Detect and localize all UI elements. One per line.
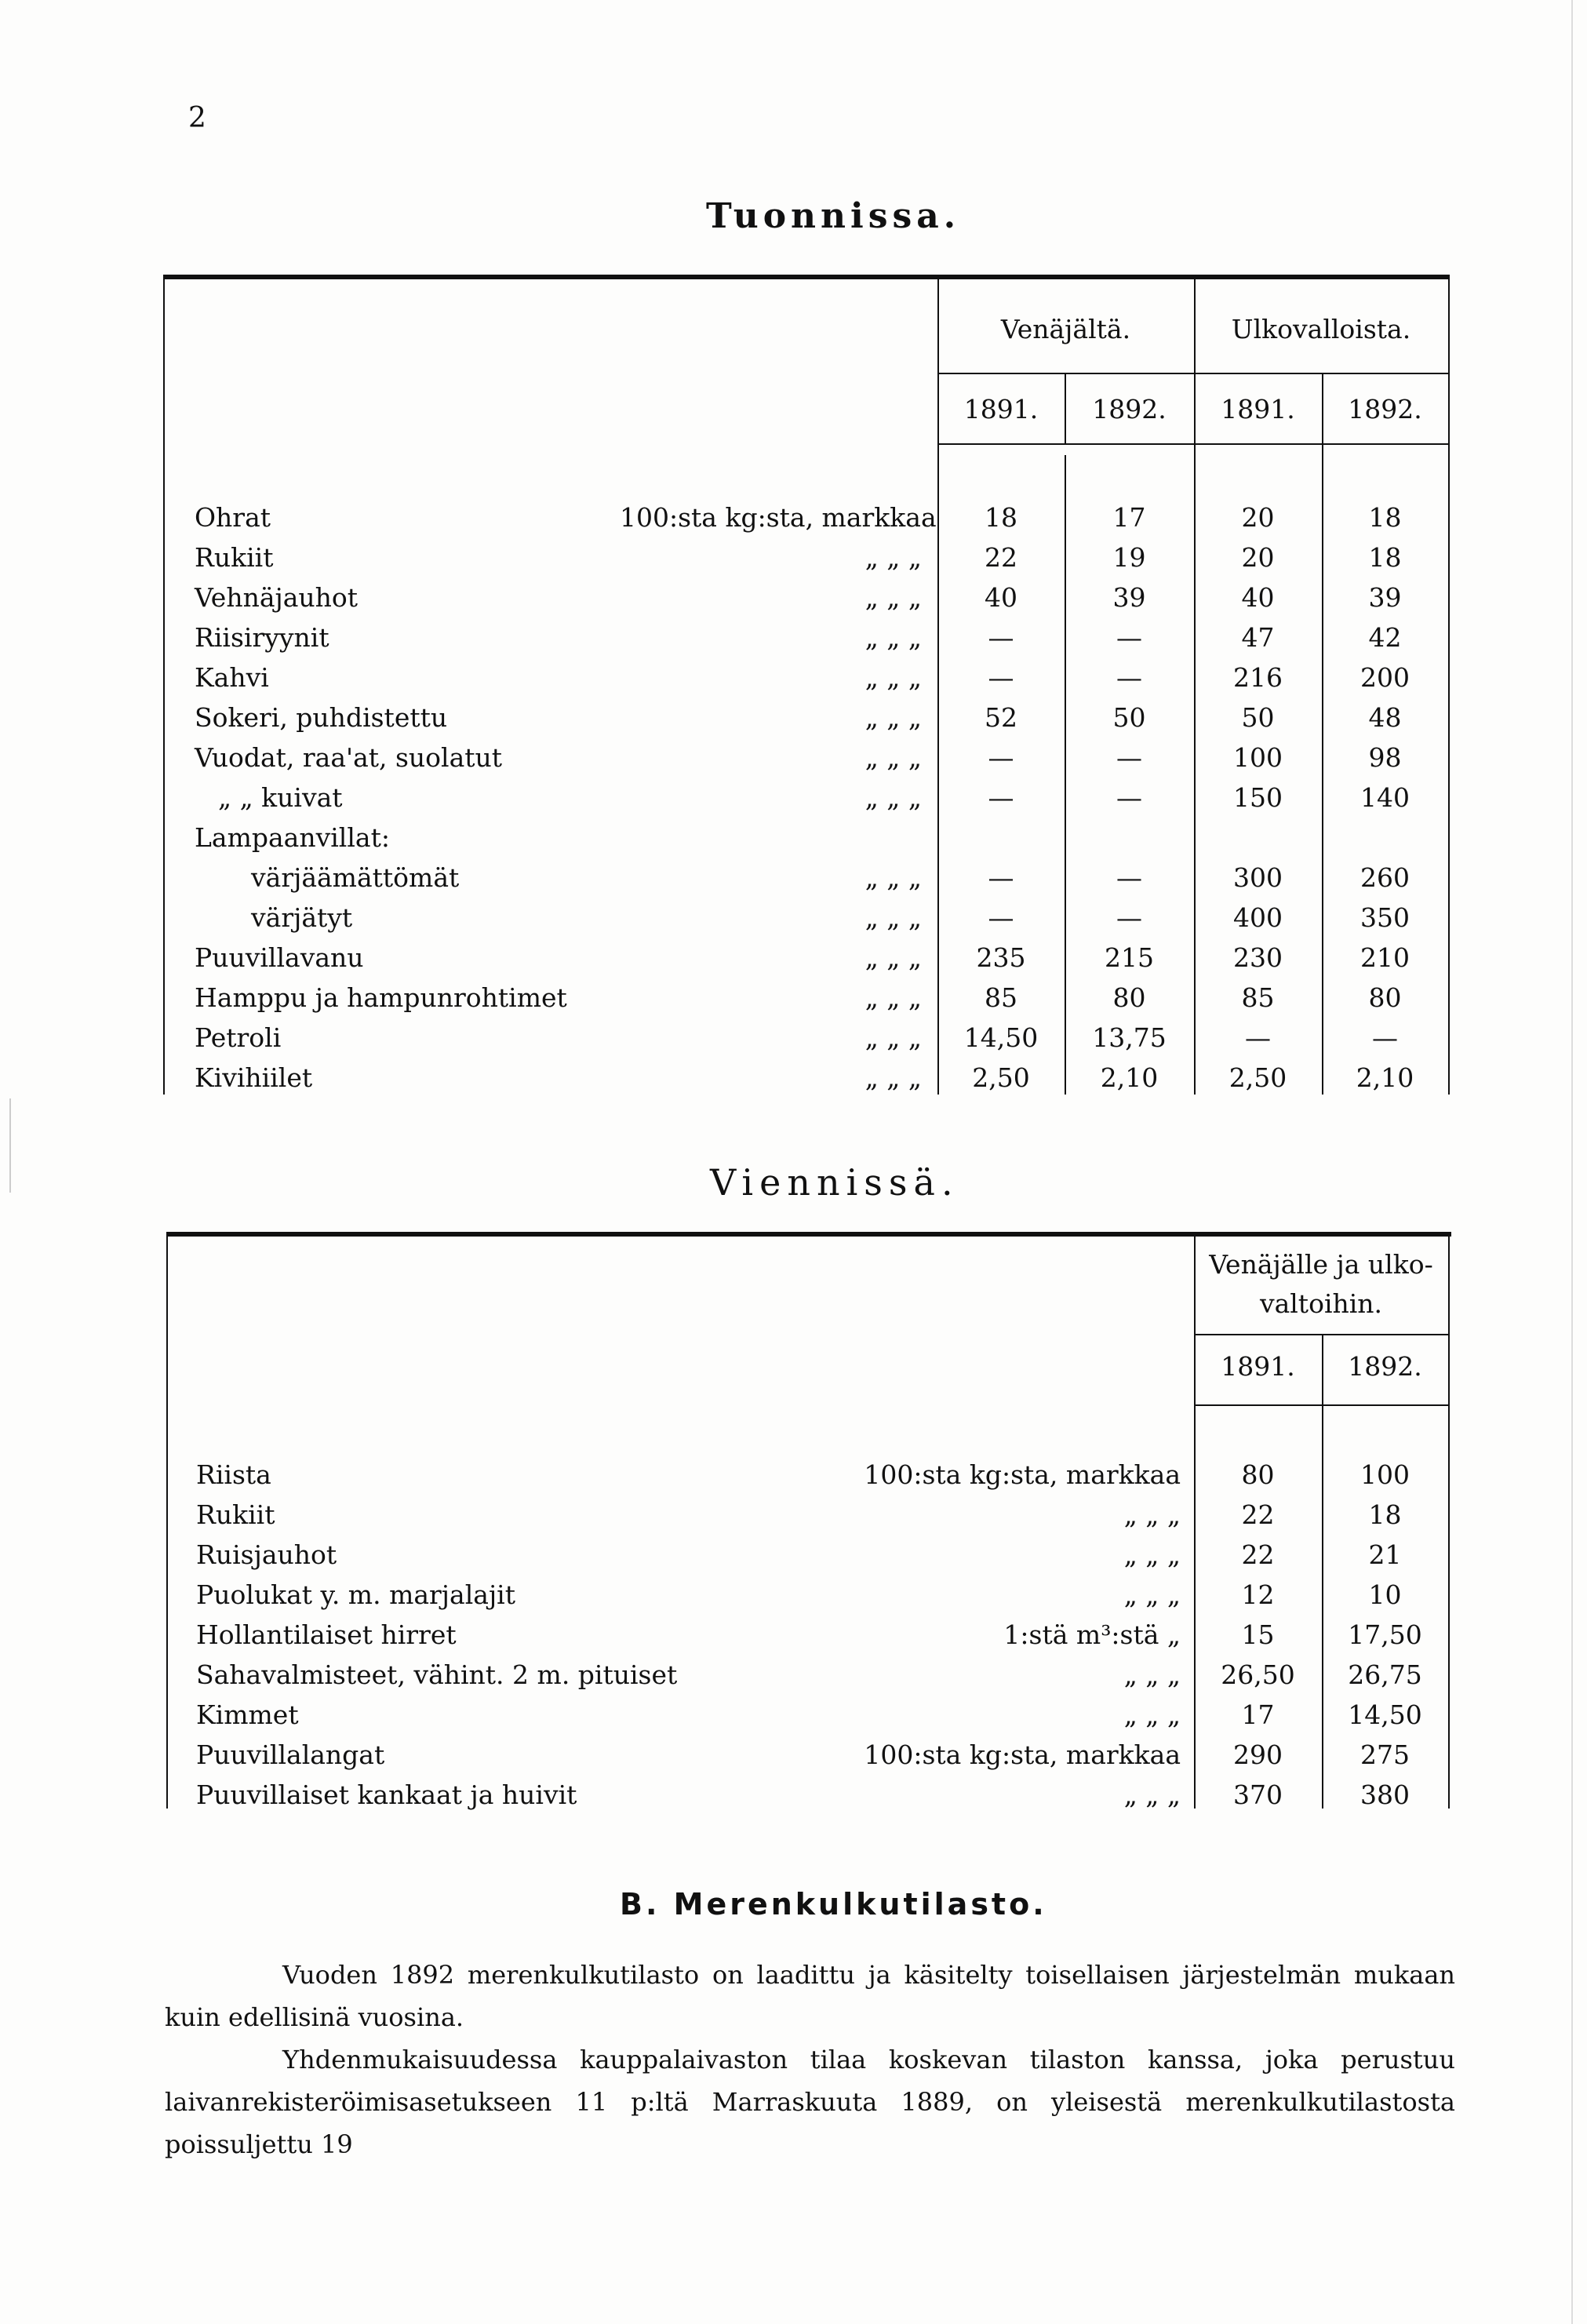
row-label: Kahvi bbox=[195, 662, 269, 693]
paragraph-text: Vuoden 1892 merenkulkutilasto on laadittu ja käsitelty toisellaisen järjestelmän mukaan kuin edellisinä vuosina. bbox=[165, 1960, 1455, 2032]
table-cell: 42 bbox=[1368, 622, 1402, 653]
imports-year-header: 1892. bbox=[1092, 394, 1167, 424]
imports-top-rule bbox=[163, 275, 1450, 279]
table-cell: 22 bbox=[1241, 1499, 1275, 1530]
section-b-title: B. Merenkulkutilasto. bbox=[620, 1887, 1047, 1921]
exports-header-rule bbox=[1194, 1404, 1448, 1406]
table-cell: 80 bbox=[1368, 982, 1402, 1013]
table-cell: 39 bbox=[1112, 582, 1146, 613]
row-unit: „ „ „ bbox=[1123, 1659, 1181, 1690]
table-cell: 15 bbox=[1241, 1619, 1275, 1650]
row-label: värjäämättömät bbox=[251, 862, 460, 893]
table-cell: 2,10 bbox=[1100, 1062, 1159, 1093]
row-label: Ohrat bbox=[195, 502, 271, 533]
row-unit: „ „ „ bbox=[864, 702, 922, 733]
table-cell: 17 bbox=[1241, 1699, 1275, 1730]
table-cell: 52 bbox=[985, 702, 1017, 733]
table-cell: 18 bbox=[1368, 1499, 1402, 1530]
row-label: Sahavalmisteet, vähint. 2 m. pituiset bbox=[196, 1659, 678, 1690]
exports-right-border bbox=[1448, 1236, 1450, 1809]
table-cell: — bbox=[1245, 1022, 1271, 1053]
table-cell: — bbox=[1116, 622, 1142, 653]
table-cell: — bbox=[988, 862, 1014, 893]
table-cell: 12 bbox=[1241, 1579, 1275, 1610]
row-unit: „ „ „ bbox=[1123, 1579, 1181, 1610]
table-cell: — bbox=[988, 782, 1014, 813]
row-label: Hollantilaiset hirret bbox=[196, 1619, 457, 1650]
imports-left-border bbox=[163, 279, 165, 1095]
table-cell: 2,50 bbox=[972, 1062, 1030, 1093]
row-unit: „ „ „ bbox=[864, 982, 922, 1013]
table-cell: 13,75 bbox=[1092, 1022, 1167, 1053]
row-unit: „ „ „ bbox=[1123, 1699, 1181, 1730]
table-cell: 210 bbox=[1360, 942, 1410, 973]
row-unit: 100:sta kg:sta, markkaa bbox=[864, 1739, 1181, 1770]
row-unit: „ „ „ bbox=[864, 1062, 922, 1093]
row-label: Rukiit bbox=[195, 542, 274, 573]
exports-header-rule bbox=[1194, 1334, 1448, 1335]
row-label: Puuvillaiset kankaat ja huivit bbox=[196, 1779, 577, 1810]
row-label: Vehnäjauhot bbox=[195, 582, 359, 613]
table-cell: 22 bbox=[1241, 1539, 1275, 1570]
row-unit: 100:sta kg:sta, markkaa bbox=[620, 502, 937, 533]
table-cell: — bbox=[988, 662, 1014, 693]
row-label: Puolukat y. m. marjalajit bbox=[196, 1579, 515, 1610]
table-cell: 215 bbox=[1105, 942, 1154, 973]
table-cell: 85 bbox=[985, 982, 1017, 1013]
row-label: Hamppu ja hampunrohtimet bbox=[195, 982, 567, 1013]
imports-group-header: Ulkovalloista. bbox=[1231, 314, 1411, 344]
row-label: Riisiryynit bbox=[195, 622, 329, 653]
table-cell: — bbox=[1116, 862, 1142, 893]
table-cell: 48 bbox=[1368, 702, 1402, 733]
row-label: Ruisjauhot bbox=[196, 1539, 337, 1570]
imports-header-rule bbox=[937, 373, 1448, 374]
section-b-paragraph-2 bbox=[165, 2038, 1455, 2166]
table-cell: 17 bbox=[1112, 502, 1146, 533]
imports-header-rule bbox=[937, 443, 1448, 445]
row-unit: „ „ „ bbox=[864, 622, 922, 653]
row-label: Petroli bbox=[195, 1022, 282, 1053]
table-cell: 216 bbox=[1233, 662, 1283, 693]
table-cell: 150 bbox=[1233, 782, 1283, 813]
table-cell: — bbox=[988, 902, 1014, 933]
row-label: Rukiit bbox=[196, 1499, 275, 1530]
row-label: Puuvillalangat bbox=[196, 1739, 385, 1770]
imports-right-border bbox=[1448, 279, 1450, 1095]
exports-title: Viennissä. bbox=[710, 1161, 959, 1204]
table-cell: 400 bbox=[1233, 902, 1283, 933]
row-unit: „ „ „ bbox=[864, 742, 922, 773]
row-unit: „ „ „ bbox=[864, 782, 922, 813]
table-cell: 2,50 bbox=[1228, 1062, 1287, 1093]
imports-year-header: 1891. bbox=[963, 394, 1039, 424]
table-cell: — bbox=[1116, 782, 1142, 813]
table-cell: 19 bbox=[1112, 542, 1146, 573]
row-unit: „ „ „ bbox=[864, 1022, 922, 1053]
exports-group-header: valtoihin. bbox=[1259, 1288, 1383, 1319]
paragraph-text: Yhdenmukaisuudessa kauppalaivaston tilaa koskevan tilaston kanssa, joka perustuu laivanrekisteröimisasetukseen 11 p:ltä Marraskuuta 1889, on yleisestä merenkulkutilastosta poissuljettu 19 bbox=[165, 2045, 1455, 2159]
imports-year-header: 1891. bbox=[1221, 394, 1295, 424]
table-cell: 140 bbox=[1360, 782, 1410, 813]
table-cell: 20 bbox=[1241, 542, 1275, 573]
table-cell: 18 bbox=[985, 502, 1017, 533]
table-cell: 10 bbox=[1368, 1579, 1402, 1610]
row-label: „ „ kuivat bbox=[218, 782, 343, 813]
row-label: Kivihiilet bbox=[195, 1062, 313, 1093]
table-cell: 260 bbox=[1360, 862, 1410, 893]
row-label: Riista bbox=[196, 1459, 271, 1490]
row-label: Vuodat, raa'at, suolatut bbox=[195, 742, 503, 773]
table-cell: 200 bbox=[1360, 662, 1410, 693]
table-cell: 39 bbox=[1368, 582, 1402, 613]
table-cell: 40 bbox=[1241, 582, 1275, 613]
exports-year-header: 1891. bbox=[1221, 1351, 1295, 1382]
table-cell: 290 bbox=[1233, 1739, 1283, 1770]
exports-top-rule bbox=[166, 1232, 1451, 1237]
table-cell: 230 bbox=[1233, 942, 1283, 973]
table-cell: 14,50 bbox=[963, 1022, 1039, 1053]
table-cell: 85 bbox=[1241, 982, 1275, 1013]
table-cell: — bbox=[988, 622, 1014, 653]
table-cell: 80 bbox=[1241, 1459, 1275, 1490]
row-unit: „ „ „ bbox=[864, 542, 922, 573]
row-label: Kimmet bbox=[196, 1699, 299, 1730]
table-cell: 100 bbox=[1360, 1459, 1410, 1490]
row-label: värjätyt bbox=[251, 902, 353, 933]
table-cell: 300 bbox=[1233, 862, 1283, 893]
table-cell: — bbox=[1116, 662, 1142, 693]
table-cell: — bbox=[1116, 902, 1142, 933]
table-cell: 22 bbox=[985, 542, 1017, 573]
row-unit: „ „ „ bbox=[864, 862, 922, 893]
table-cell: 20 bbox=[1241, 502, 1275, 533]
exports-left-border bbox=[166, 1236, 168, 1809]
table-cell: — bbox=[1116, 742, 1142, 773]
table-cell: 98 bbox=[1368, 742, 1402, 773]
row-unit: „ „ „ bbox=[864, 582, 922, 613]
row-label: Lampaanvillat: bbox=[195, 822, 390, 853]
table-cell: 17,50 bbox=[1348, 1619, 1422, 1650]
table-cell: 275 bbox=[1360, 1739, 1410, 1770]
page-number: 2 bbox=[188, 102, 206, 134]
table-cell: 21 bbox=[1368, 1539, 1402, 1570]
row-unit: 100:sta kg:sta, markkaa bbox=[864, 1459, 1181, 1490]
table-cell: 14,50 bbox=[1348, 1699, 1422, 1730]
row-unit: 1:stä m³:stä „ bbox=[1003, 1619, 1181, 1650]
imports-group-header: Venäjältä. bbox=[1000, 314, 1131, 344]
section-b-paragraph-1 bbox=[165, 1954, 1455, 2038]
table-cell: 26,50 bbox=[1221, 1659, 1295, 1690]
table-cell: 26,75 bbox=[1348, 1659, 1422, 1690]
table-cell: 370 bbox=[1233, 1779, 1283, 1810]
scan-edge bbox=[1571, 0, 1573, 2324]
scan-edge bbox=[9, 1098, 11, 1193]
row-unit: „ „ „ bbox=[864, 942, 922, 973]
row-label: Sokeri, puhdistettu bbox=[195, 702, 448, 733]
row-unit: „ „ „ bbox=[1123, 1539, 1181, 1570]
exports-year-header: 1892. bbox=[1348, 1351, 1422, 1382]
table-cell: 380 bbox=[1360, 1779, 1410, 1810]
table-cell: 47 bbox=[1241, 622, 1275, 653]
table-cell: 50 bbox=[1241, 702, 1275, 733]
row-unit: „ „ „ bbox=[864, 662, 922, 693]
table-cell: 100 bbox=[1233, 742, 1283, 773]
row-unit: „ „ „ bbox=[1123, 1779, 1181, 1810]
row-unit: „ „ „ bbox=[1123, 1499, 1181, 1530]
table-cell: 350 bbox=[1360, 902, 1410, 933]
table-cell: 2,10 bbox=[1356, 1062, 1414, 1093]
table-cell: 235 bbox=[976, 942, 1026, 973]
table-cell: 80 bbox=[1112, 982, 1146, 1013]
row-label: Puuvillavanu bbox=[195, 942, 364, 973]
imports-year-header: 1892. bbox=[1348, 394, 1422, 424]
table-cell: — bbox=[1372, 1022, 1398, 1053]
row-unit: „ „ „ bbox=[864, 902, 922, 933]
table-cell: — bbox=[988, 742, 1014, 773]
imports-title: Tuonnissa. bbox=[706, 196, 961, 236]
table-cell: 40 bbox=[985, 582, 1017, 613]
table-cell: 18 bbox=[1368, 542, 1402, 573]
exports-group-header: Venäjälle ja ulko- bbox=[1209, 1249, 1433, 1280]
table-cell: 50 bbox=[1112, 702, 1146, 733]
table-cell: 18 bbox=[1368, 502, 1402, 533]
